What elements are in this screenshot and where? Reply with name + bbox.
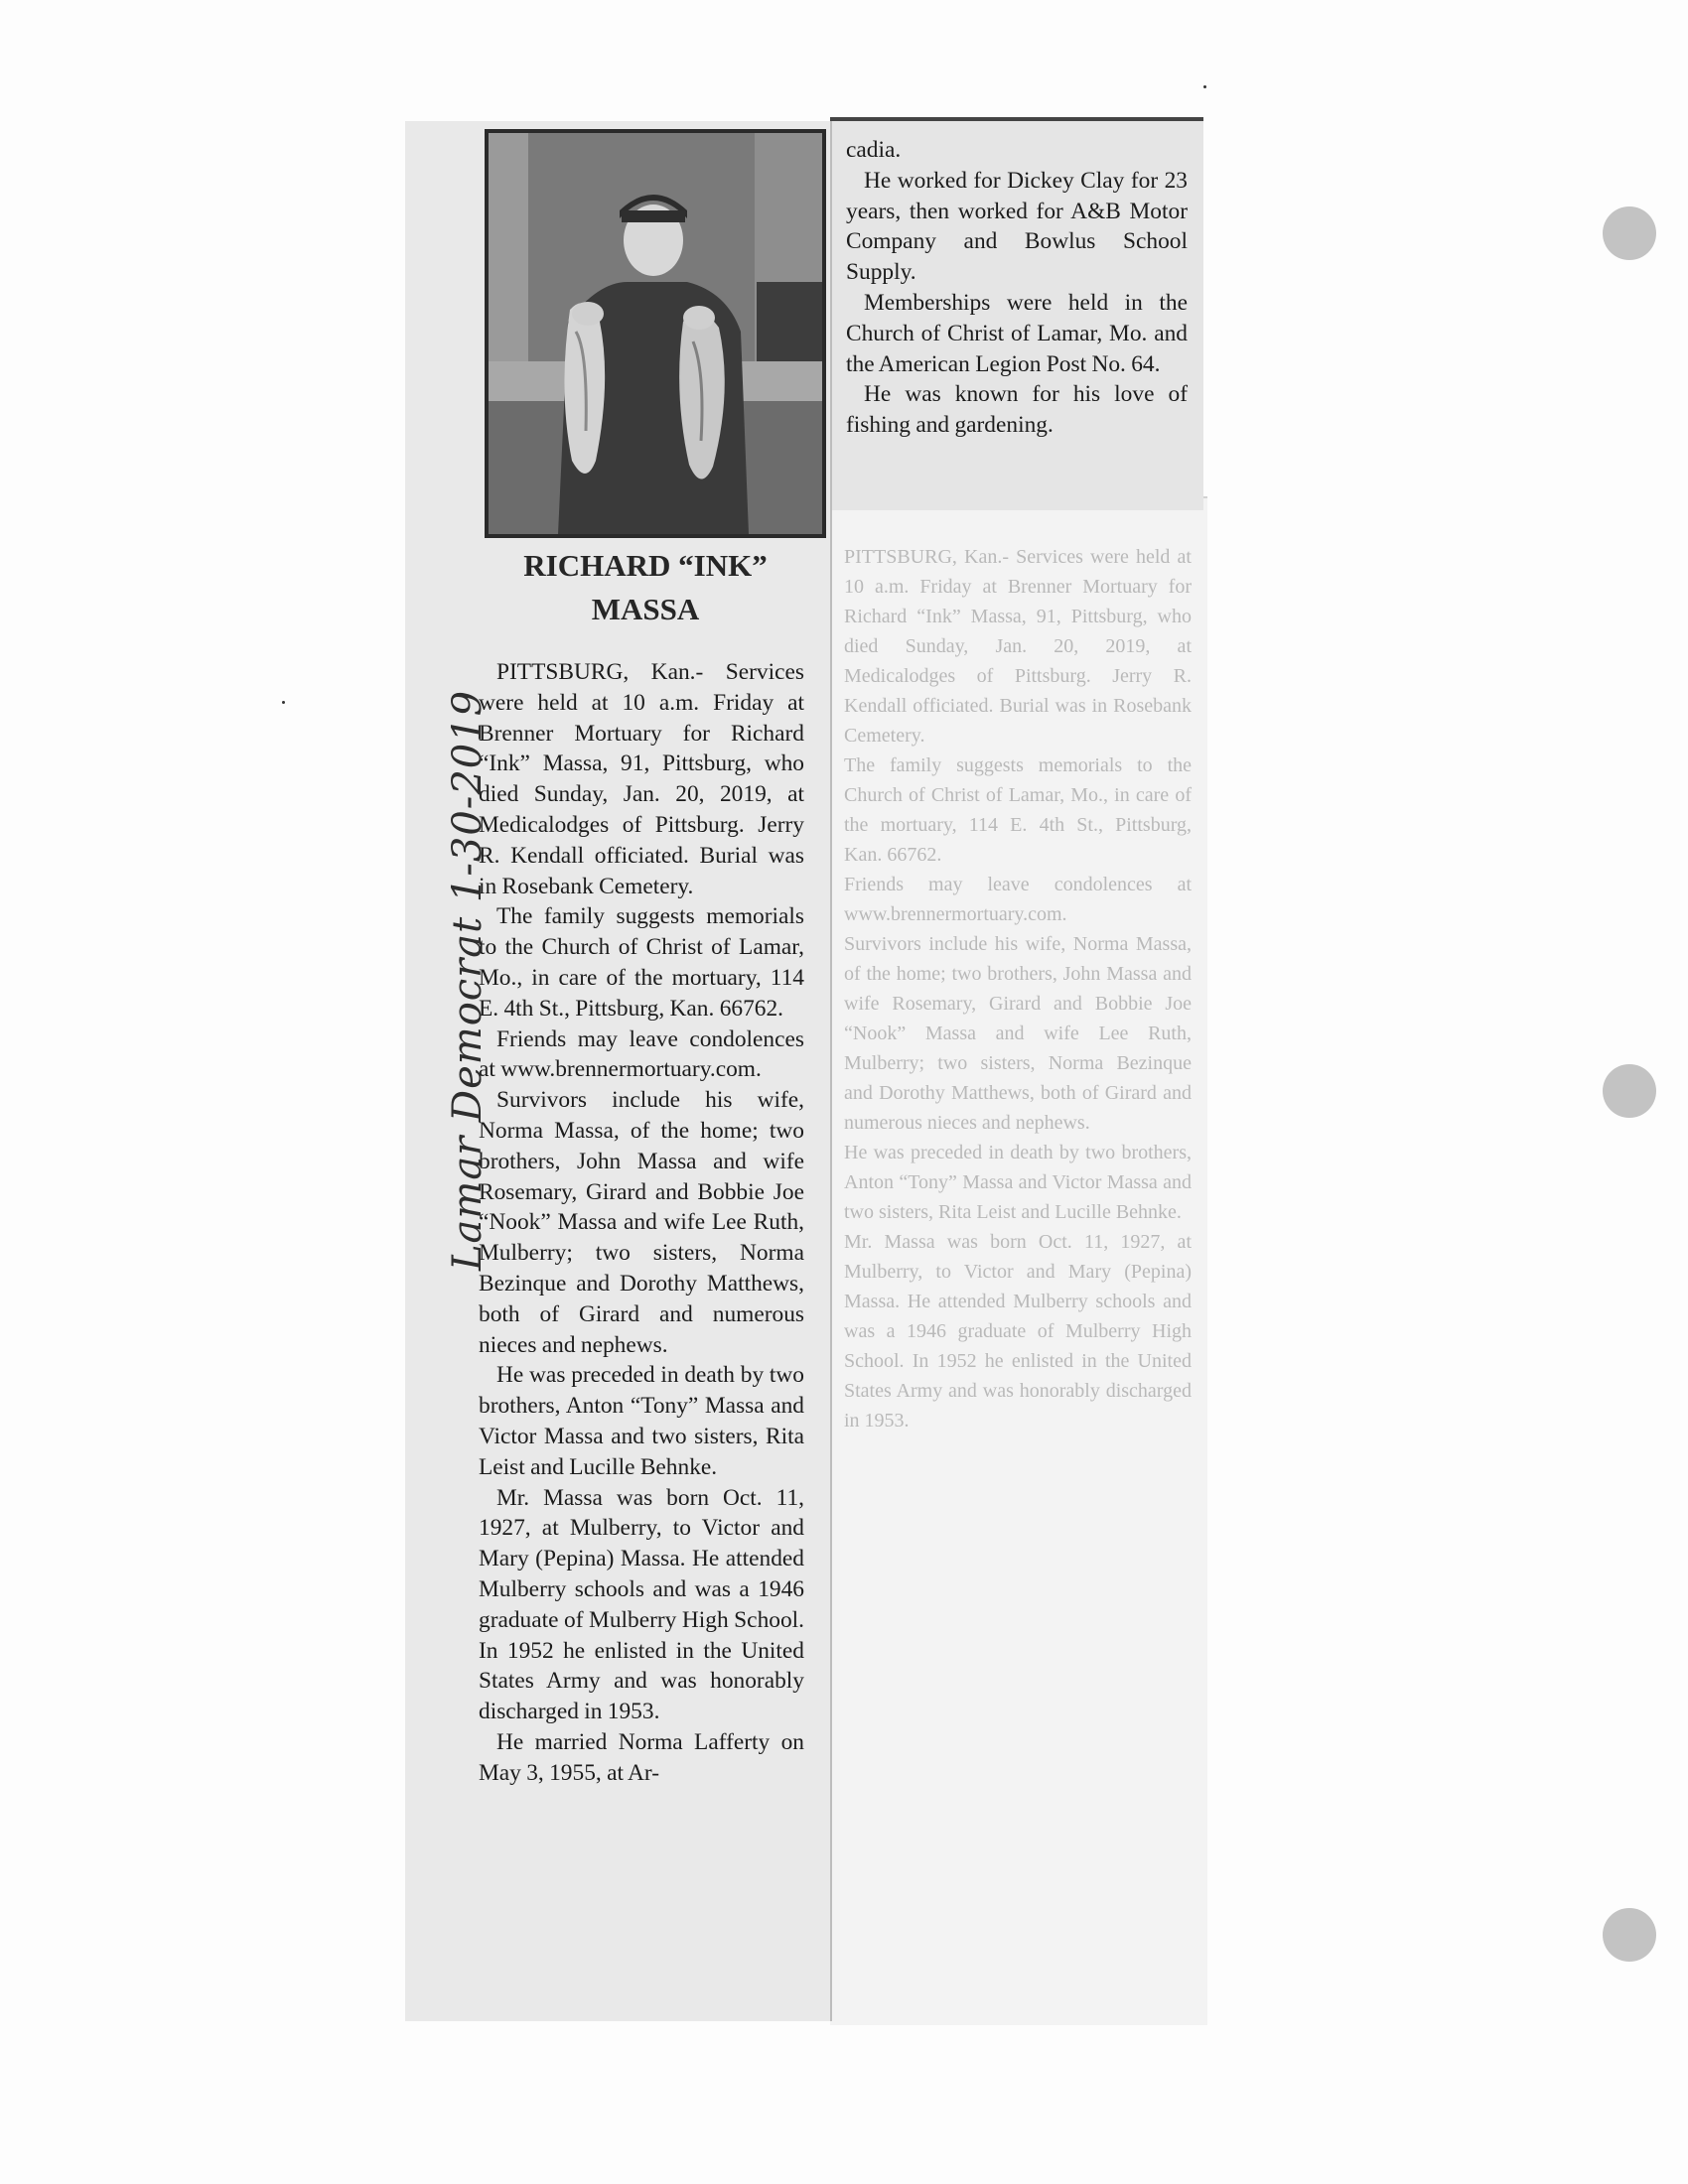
- bleed-through-paragraph: Survivors include his wife, Norma Massa, of the home; two brothers, John Massa and wife Rosemary, Girard and Bobbie Joe “Nook” Massa and wife Lee Ruth, Mulberry; two sisters, Norma Bezinque and Dorothy Matthews, both of Girard and numerous nieces and nephews.: [844, 933, 1192, 1134]
- obituary-paragraph: Memberships were held in the Church of Christ of Lamar, Mo. and the American Legion Post No. 64.: [846, 289, 1188, 377]
- photo-image: [489, 133, 822, 534]
- dust-speck: [282, 701, 285, 704]
- obituary-paragraph: He worked for Dickey Clay for 23 years, then worked for A&B Motor Company and Bowlus School Supply.: [846, 167, 1188, 286]
- obituary-paragraph: The family suggests memorials to the Church of Christ of Lamar, Mo., in care of the mortuary, 114 E. 4th St., Pittsburg, Kan. 66762.: [479, 903, 804, 1022]
- bleed-through-paragraph: Friends may leave condolences at www.brennermortuary.com.: [844, 874, 1192, 925]
- bleed-through-paragraph: He was preceded in death by two brothers, Anton “Tony” Massa and Victor Massa and two sisters, Rita Leist and Lucille Behnke.: [844, 1142, 1192, 1223]
- clipping-top-rule: [830, 117, 1203, 121]
- obituary-left-column: [479, 657, 804, 1788]
- obituary-headline: [467, 544, 824, 631]
- obituary-photo: [485, 129, 826, 538]
- column-cut-edge: [830, 121, 832, 2021]
- binder-punch-hole-top: [1603, 206, 1656, 260]
- handwritten-source-note: Lamar Democrat 1-30-2019: [445, 689, 491, 1271]
- obituary-paragraph: Mr. Massa was born Oct. 11, 1927, at Mulberry, to Victor and Mary (Pepina) Massa. He attended Mulberry schools and was a 1946 graduate of Mulberry High School. In 1952 he enlisted in the United States Army and was honorably discharged in 1953.: [479, 1484, 804, 1725]
- bleed-through-paragraph: The family suggests memorials to the Church of Christ of Lamar, Mo., in care of the mortuary, 114 E. 4th St., Pittsburg, Kan. 66762.: [844, 754, 1192, 866]
- bleed-through-text: [844, 542, 1192, 1435]
- binder-punch-hole-bottom: [1603, 1908, 1656, 1962]
- obituary-paragraph: He married Norma Lafferty on May 3, 1955, at Ar-: [479, 1728, 804, 1786]
- obituary-paragraph: Survivors include his wife, Norma Massa, of the home; two brothers, John Massa and wife Rosemary, Girard and Bobbie Joe “Nook” Massa and wife Lee Ruth, Mulberry; two sisters, Norma Bezinque and Dorothy Matthews, both of Girard and numerous nieces and nephews.: [479, 1087, 804, 1358]
- bleed-through-area: [830, 496, 1207, 2025]
- dust-speck: [1203, 85, 1206, 88]
- obituary-paragraph: He was known for his love of fishing and gardening.: [846, 381, 1188, 439]
- obituary-paragraph: Friends may leave condolences at www.brennermortuary.com.: [479, 1025, 804, 1083]
- bleed-through-paragraph: PITTSBURG, Kan.- Services were held at 10 a.m. Friday at Brenner Mortuary for Richard “Ink” Massa, 91, Pittsburg, who died Sunday, Jan. 20, 2019, at Medicalodges of Pittsburg. Jerry R. Kendall officiated. Burial was in Rosebank Cemetery.: [844, 546, 1192, 747]
- binder-punch-hole-middle: [1603, 1064, 1656, 1118]
- obituary-paragraph: He was preceded in death by two brothers, Anton “Tony” Massa and Victor Massa and two sisters, Rita Leist and Lucille Behnke.: [479, 1362, 804, 1480]
- obituary-right-column: [846, 135, 1188, 441]
- bleed-through-paragraph: Mr. Massa was born Oct. 11, 1927, at Mulberry, to Victor and Mary (Pepina) Massa. He attended Mulberry schools and was a 1946 graduate of Mulberry High School. In 1952 he enlisted in the United States Army and was honorably discharged in 1953.: [844, 1231, 1192, 1432]
- headline-name: RICHARD “INK”: [523, 548, 768, 583]
- headline-surname: MASSA: [591, 592, 700, 626]
- obituary-paragraph: PITTSBURG, Kan.- Services were held at 10 a.m. Friday at Brenner Mortuary for Richard “Ink” Massa, 91, Pittsburg, who died Sunday, Jan. 20, 2019, at Medicalodges of Pittsburg. Jerry R. Kendall officiated. Burial was in Rosebank Cemetery.: [479, 659, 804, 899]
- obituary-paragraph: cadia.: [846, 137, 902, 163]
